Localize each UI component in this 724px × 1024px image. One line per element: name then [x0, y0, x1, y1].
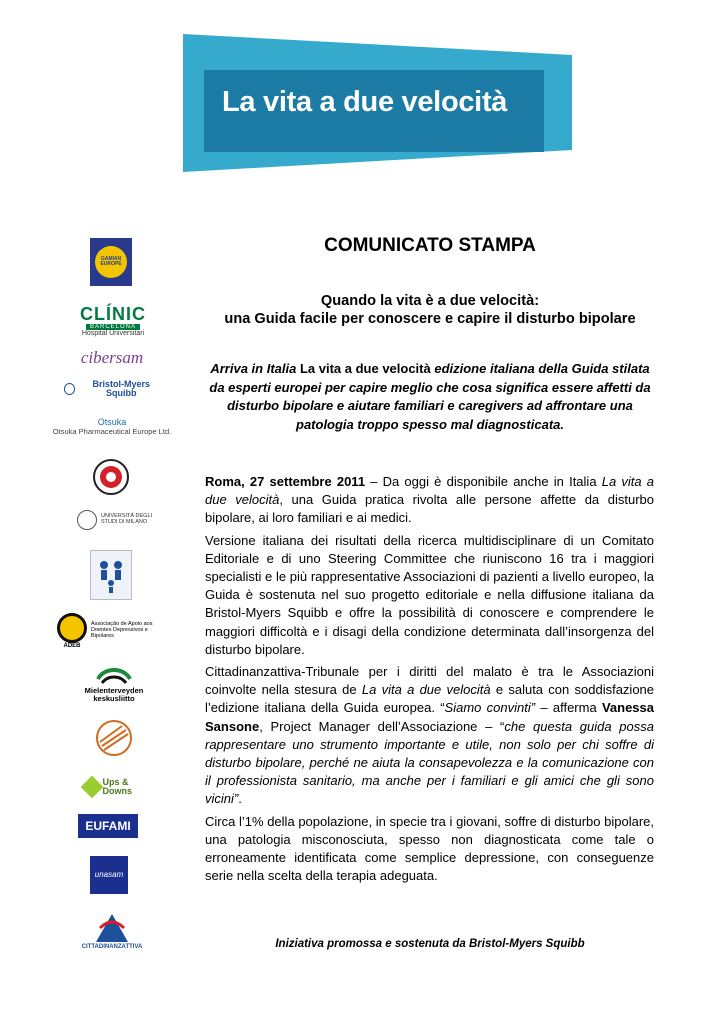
bms-emblem-icon — [64, 383, 75, 395]
banner-title: La vita a due velocità — [222, 86, 508, 118]
gamian-europe-logo — [90, 238, 132, 286]
subtitle-line-1: Quando la vita è a due velocità: — [320, 293, 540, 309]
red-circle-emblem — [92, 458, 130, 496]
page-title: COMUNICATO STAMPA — [324, 235, 536, 256]
subtitle — [200, 292, 660, 328]
ups-and-downs-logo: Ups & Downs — [78, 774, 148, 800]
clinic-logo: CLÍNIC BARCELONA Hospital Universitari — [80, 303, 146, 337]
p3-quote-2: che questa guida possa rappresentare uno strumento importante e utile, non solo per chi soffre di disturbo bipolare, perché ne aiuta la consapevolezza e la comunicazione con il professionista sanitario, ma anche per i familiari e gli amici che gli sono vicini” — [205, 718, 654, 807]
subtitle-line-2: una Guida facile per conoscere e capire il disturbo bipolare — [224, 311, 636, 327]
p3-speaker-name: Vanessa Sansone — [205, 700, 654, 734]
dateline: Roma, 27 settembre 2011 — [205, 474, 366, 489]
p3-text-a: Cittadinanzattiva-Tribunale per i diritti del malato è tra le Associazioni coinvolte nella stesura de — [205, 664, 654, 698]
gamian-emblem: GAMIAN EUROPE — [95, 246, 127, 278]
lead-paragraph — [205, 360, 655, 434]
paragraph-3 — [205, 663, 654, 809]
p3-text-d: , Project Manager dell’Associazione – “ — [259, 718, 505, 734]
lead-guide-title: La vita a due velocità — [296, 361, 435, 376]
family-figures-icon — [94, 555, 128, 595]
otsuka-logo: Otsuka Otsuka Pharmaceutical Europe Ltd. — [52, 417, 172, 436]
paragraph-1 — [205, 473, 654, 528]
family-association-logo — [90, 550, 132, 600]
cittadinanzattiva-logo: CITTADINANZATTIVA — [72, 906, 152, 954]
mielenterveyden-keskusliitto-logo: Mielenterveyden keskusliitto — [64, 662, 164, 706]
p3-text-c: – afferma — [535, 700, 602, 716]
adeb-logo: ADEB Associação de Apoio aos Doentes Depressivos e Bipolares — [54, 608, 164, 654]
unasam-logo: unasam — [90, 856, 128, 894]
mielenterveyden-emblem — [94, 665, 134, 687]
paragraph-4: Circa l’1% della popolazione, in specie tra i giovani, soffre di disturbo bipolare, una patologia misconosciuta, spesso non diagnosticata come tale o erroneamente identificata come semplice depressione, con conseguenze serie nella scelta della terapia adeguata. — [205, 813, 654, 884]
fondazione-logo — [90, 714, 134, 762]
p3-guide-title: La vita a due velocità — [361, 682, 491, 698]
red-circle-association-logo — [92, 458, 130, 496]
lead-part-c: edizione italiana della Guida stilata da esperti europei per capire meglio che cosa significa essere affetti da disturbo bipolare e aiutare familiari e caregivers ad affrontare una patologia troppo spesso mal diagnosticata. — [209, 361, 651, 432]
header-banner — [0, 0, 724, 200]
adeb-emblem-icon — [57, 613, 87, 643]
cittadinanzattiva-emblem — [90, 910, 134, 944]
p1-text-a: – Da oggi è disponibile anche in Italia — [365, 474, 602, 489]
fondazione-emblem — [92, 716, 132, 760]
bristol-myers-squibb-logo: Bristol-Myers Squibb — [64, 380, 164, 398]
university-seal-icon — [77, 510, 97, 530]
eufami-logo: EUFAMI — [78, 814, 138, 838]
p3-text-b: e saluta con soddisfazione l’edizione italiana della Guida europea. “ — [205, 682, 655, 716]
universita-milano-logo: UNIVERSITÀ DEGLI STUDI DI MILANO — [72, 506, 162, 534]
cibersam-logo: cibersam — [80, 348, 144, 368]
lead-part-a: Arriva in Italia — [210, 361, 297, 376]
partner-logos-column — [50, 230, 180, 990]
p3-quote-1: Siamo convinti” — [444, 700, 536, 716]
ups-downs-figure-icon — [80, 776, 103, 799]
body-text — [205, 473, 654, 889]
paragraph-2: Versione italiana dei risultati della ricerca multidisciplinare di un Comitato Editoriale e di uno Steering Committee che riuniscono 16 tra i maggiori specialisti e le più rappresentative Associazioni di pazienti a livello europeo, la Guida è sostenuta nel suo progetto editoriale e nella diffusione italiana da Bristol-Myers Squibb e offre la possibilità di conoscere e comprendere le maggiori difficoltà e i disagi della condizione determinata dall’insorgenza del disturbo bipolare. — [205, 532, 654, 657]
p1-guide-title: La vita a due velocità — [205, 474, 654, 508]
p3-text-e: . — [238, 791, 242, 807]
p1-text-b: , una Guida pratica rivolta alle persone affette da disturbo bipolare, ai loro familiari e ai medici. — [205, 492, 654, 526]
footer-note: Iniziativa promossa e sostenuta da Bristol-Myers Squibb — [275, 938, 585, 950]
